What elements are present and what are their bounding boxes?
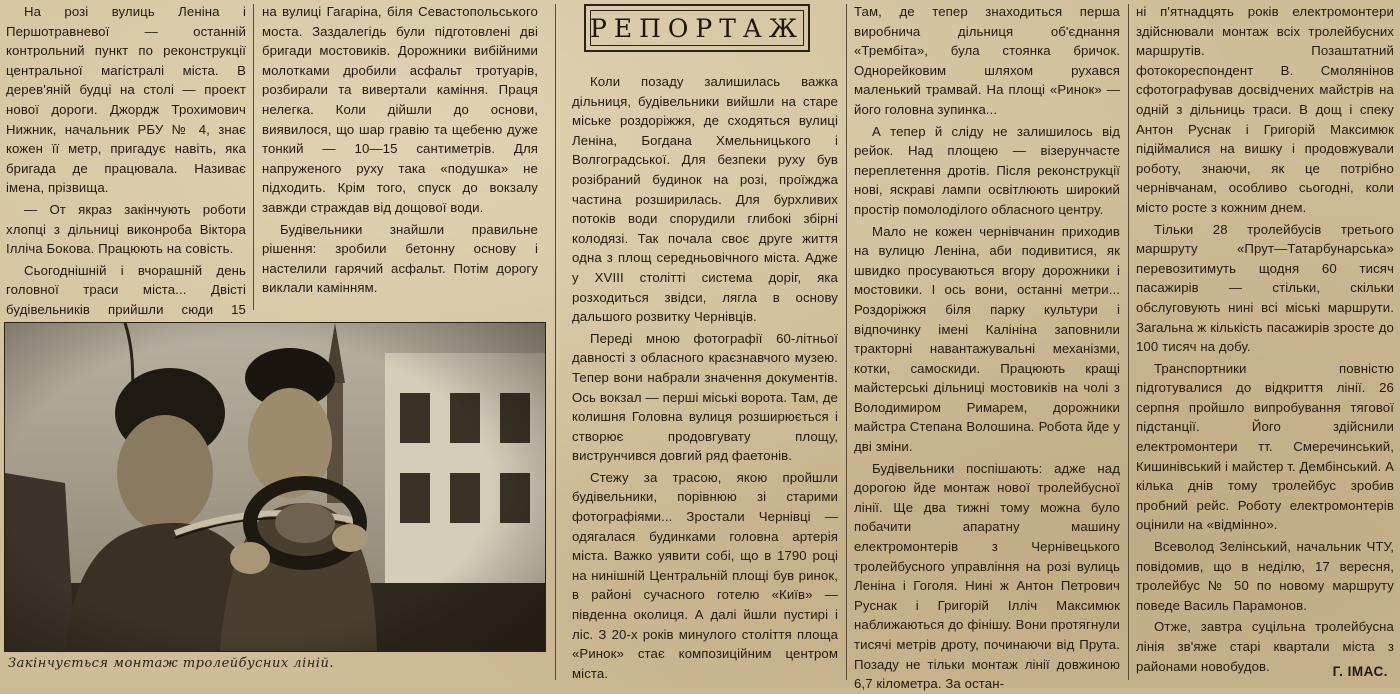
paragraph: Тільки 28 тролейбусів третього маршруту «Прут—Татарбунарська» перевозитимуть щодня 60 тисяч пасажирів — стільки, скільки обслуговують нині всі міські маршрути. Загальна ж кількість пасажирів зросте до 100 тисяч на добу. [1136, 221, 1394, 355]
paragraph: на вулиці Гагаріна, біля Севастопольського моста. Заздалегідь були підготовлені дві бригади мостовиків. Дорожники вибійними молотками дробили асфальт тротуарів, розбирали та вивертали каміння. Праця нелегка. Коли дійшли до основи, виявилося, що шар гравію та щебеню дуже тонкий — 10—15 сантиметрів. Для напруженого руху така «подушка» не підходить. Крім того, спуск до вокзалу завжди страждав від дощової води. [262, 4, 538, 215]
paragraph: Стежу за трасою, якою пройшли будівельники, порівнюю зі старими фотографіями... Зростали Чернівці — одягалася будинками головна артерія міста. Важко уявити собі, що в 1790 році на нинішній Центральній площі був ринок, в районі сучасного готелю «Київ» — південна околиця. А далі йшли пустирі і ліс. З 20-х років минулого століття площа «Ринок» стає композиційним центром міста. [572, 469, 838, 681]
paragraph: Коли позаду залишилась важка дільниця, будівельники вийшли на старе міське роздоріжжя, де сходяться вулиці Леніна, Богдана Хмельницького і Волгоградської. Для безпеки руху був розібраний будинок на розі, проїжджа частина розширилась. Для бурхливих потоків води спорудили глибокі збірні колодязі. Так почала своє друге життя одна з площ середньовічного міста. Адже у XVIII столітті система доріг, яка розходиться звідси, лягла в основу дальшого розвитку Чернівців. [572, 74, 838, 325]
column-rule [555, 4, 556, 680]
article-column-4 [854, 2, 1120, 694]
article-column-5 [1136, 2, 1394, 676]
paragraph: А тепер й сліду не залишилось від рейок. Над площею — візерунчасте переплетення дротів. Після реконструкції нові, яскраві лампи освітлюють широкий простір помолоділого обласного центру. [854, 123, 1120, 217]
paragraph: Транспортники повністю підготувалися до відкриття лінії. 26 серпня пройшло випробування тягової підстанції. Його здійснили електромонтери тт. Смеречинський, Кишинівський і майстер т. Дембінський. А кілька днів тому тролейбус зробив пробний рейс. Роботу електромонтерів оцінили на «відмінно». [1136, 360, 1394, 533]
paragraph: Будівельники поспішають: адже над дорогою йде монтаж нової тролейбусної лінії. Ще два тижні тому можна було побачити апаратну машину електромонтерів з Чернівецького тролейбусного управління на розі вулиць Леніна і Гоголя. Нині ж Антон Петрович Руснак і Григорій Ілліч Максимюк наближаються до фінішу. Вони протягнули тисячі метрів дроту, починаючи від Прута. Позаду не тільки монтаж лінії довжиною 6,7 кілометра. За остан- [854, 460, 1120, 692]
article-column-1 [6, 2, 246, 339]
paragraph: Переді мною фотографії 60-літньої давності з обласного краєзнавчого музею. Тепер вони набрали значення документів. Ось вокзал — перші міські ворота. Там, де колишня Головна вулиця розширюється і створює продовгувату площу, виструнчився довгий ряд фаетонів. [572, 330, 838, 464]
paragraph: Всеволод Зелінський, начальник ЧТУ, повідомив, що в неділю, 17 вересня, тролейбус № 50 по новому маршруту поведе Василь Парамонов. [1136, 539, 1394, 613]
paragraph: Отже, завтра суцільна тролейбусна лінія зв'яже старі квартали міста з районами новобудов. [1136, 619, 1394, 674]
paragraph: Там, де тепер знаходиться перша виробнича дільниця об'єднання «Трембіта», була стоянка бричок. Однорейковим шляхом рухався маленький трамвай. На площі «Ринок» — його головна зупинка... [854, 4, 1120, 117]
column-rule [1128, 4, 1129, 680]
article-column-2 [262, 2, 538, 298]
photo-image [5, 323, 545, 651]
press-photo [4, 322, 546, 652]
paragraph: Сьогоднішній і вчорашній день головної траси міста... Двісті будівельників прийшли сюди 15 [6, 262, 246, 317]
paragraph: Мало не кожен чернівчанин приходив на вулицю Леніна, аби подивитися, як швидко просуваються вгору дорожники і мостовики. І ось вони, останні метри... Роздоріжжя біля парку культури і відпочинку імені Калініна заповнили тракторні навантажувальні механізми, котки, самоскиди. Працюють кращі майстерські дільниці мостовиків на чолі з Володимиром Римарем, дорожники майстра Степана Волошина. Робота йде у дві зміни. [854, 223, 1120, 455]
column-rule [253, 4, 254, 310]
paragraph: ні п'ятнадцять років електромонтери здійснювали монтаж всіх тролейбусних маршрутів. Позаштатний фотокореспондент В. Смолянінов сфотографував досвідчених майстрів на одній з дільниць траси. В дощ і спеку Антон Руснак і Григорій Максимюк підіймалися на вишку і продовжували роботу, знаючи, як це потрібно чернівчанам, особливо сьогодні, коли місто росте з кожним днем. [1136, 4, 1394, 215]
column-rule [846, 4, 847, 680]
photo-caption: Закінчується монтаж тролейбусних ліній. [8, 656, 334, 671]
section-heading: РЕПОРТАЖ [590, 13, 804, 43]
paragraph: — От якраз закінчують роботи хлопці з дільниці виконроба Віктора Ілліча Бокова. Працюють на совість. [6, 201, 246, 257]
paragraph: Будівельники знайшли правильне рішення: зробили бетонну основу і настелили гарячий асфальт. Потім дорогу виклали камінням. [262, 221, 538, 296]
section-heading-box [584, 4, 810, 52]
article-column-3 [572, 72, 838, 683]
paragraph: На розі вулиць Леніна і Першотравневої — останній контрольний пункт по реконструкції центральної магістралі міста. В дерев'яній будці на столі — проект нової дороги. Джордж Трохимович Нижник, начальник РБУ № 4, знає кожен її метр, пригадує навіть, яка бригада де працювала. Називає імена, прізвища. [6, 4, 246, 196]
author-signature: Г. ІМАС. [1332, 664, 1388, 679]
